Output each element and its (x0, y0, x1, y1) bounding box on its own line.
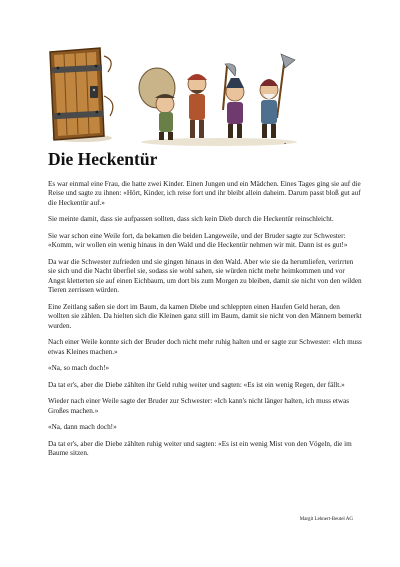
paragraph: «Na, so mach doch!» (48, 364, 110, 373)
robbers-procession-illustration (135, 48, 303, 148)
decorative-mark: - (284, 139, 287, 147)
paragraph: Es war einmal eine Frau, die hatte zwei Kinder. Einen Jungen und ein Mädchen. Eines Tages ging sie auf die Reise und sagte zu ihnen: «Hört, Kinder, ich reise fort und ihr bleibt allein daheim. Darum passt bloß gut auf die Heckentür auf.» (48, 180, 361, 207)
paragraph: Nach einer Weile konnte sich der Bruder doch nicht mehr ruhig halten und er sagte zur Schwester: «Ich muss etwas Kleines machen.» (48, 338, 362, 356)
wooden-door-illustration (46, 46, 124, 143)
paragraph: Wieder nach einer Weile sagte der Bruder zur Schwester: «Ich kann's nicht länger halten, ich muss etwas Großes machen.» (48, 397, 350, 415)
paragraph: Sie war schon eine Weile fort, da bekamen die beiden Langeweile, und der Bruder sagte zur Schwester: «Komm, wir wollen ein wenig hinaus in den Wald und die Heckentür nehmen wir mit. Dann ist es gut!» (48, 232, 348, 250)
author-footer: Margit Lehnert-Beutel AG (299, 517, 353, 522)
story-title: Die Heckentür (48, 149, 158, 169)
paragraph: Da tat er's, aber die Diebe zählten ihr Geld ruhig weiter und sagten: «Es ist ein wenig Regen, der fällt.» (48, 380, 345, 389)
paragraph: Da tat er's, aber die Diebe zählten ruhig weiter und sagten: «Es ist ein wenig Mist von den Vögeln, die im Baume sitzen. (48, 440, 352, 458)
story-body (48, 180, 363, 466)
paragraph: Sie meinte damit, dass sie aufpassen sollten, dass sich kein Dieb durch die Heckentür reinschleicht. (48, 215, 334, 224)
paragraph: Da war die Schwester zufrieden und sie gingen hinaus in den Wald. Aber wie sie da herumliefen, verirrten sie sich und die Nacht überfiel sie, sodass sie wohl sahen, sie würden nicht mehr heimkommen und vor Angst kletterten sie auf einen Eichbaum, um dort bis zum Morgen zu bleiben, damit sie nicht von den wilden Tieren zerrissen würden. (48, 258, 362, 295)
paragraph: Eine Zeitlang saßen sie dort im Baum, da kamen Diebe und schleppten einen Haufen Geld heran, den wollten sie zählen. Da hielten sich die Kleinen ganz still im Baum, damit sie nicht von den Männern bemerkt wurden. (48, 302, 362, 330)
paragraph: «Na, dann mach doch!» (48, 423, 117, 432)
